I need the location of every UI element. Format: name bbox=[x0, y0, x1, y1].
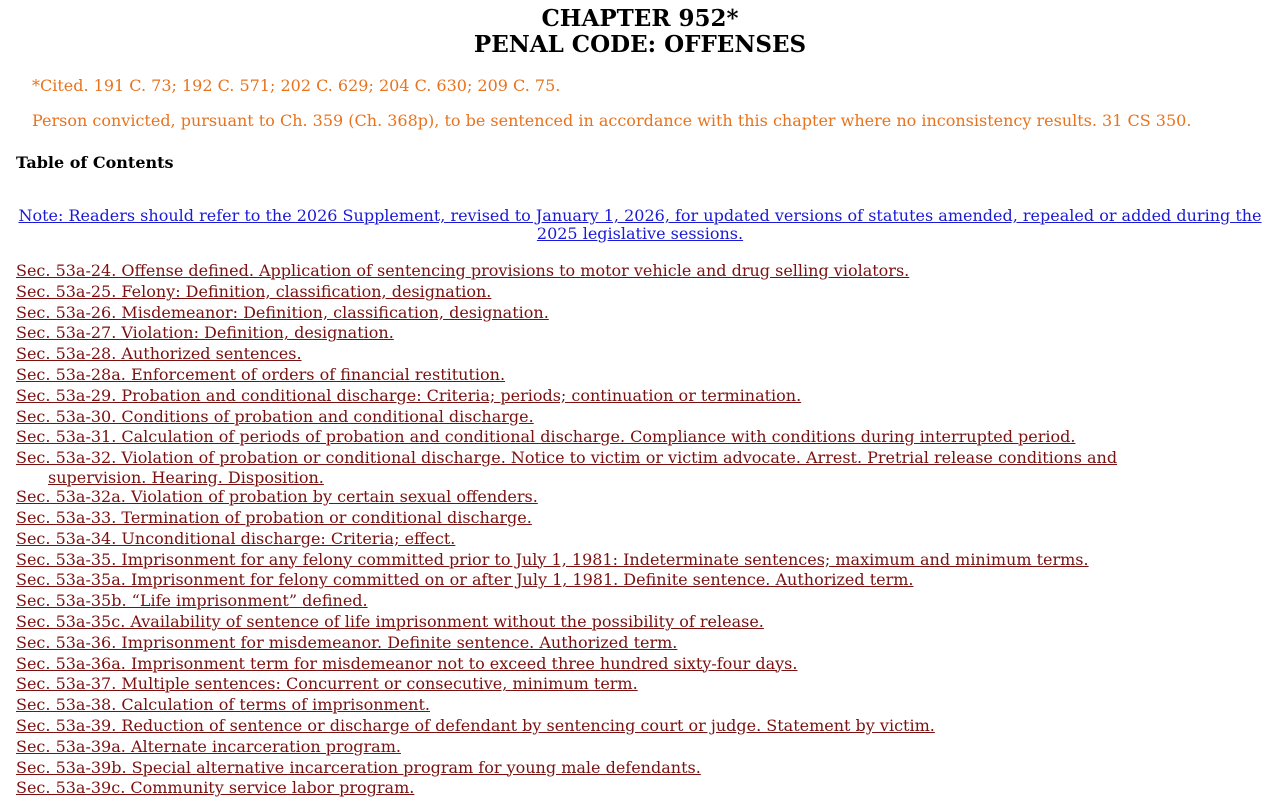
chapter-subtitle: PENAL CODE: OFFENSES bbox=[473, 31, 807, 58]
chapter-title: CHAPTER 952* bbox=[541, 5, 739, 32]
citation-annotation: *Cited. 191 C. 73; 192 C. 571; 202 C. 629; 204 C. 630; 209 C. 75. bbox=[32, 76, 561, 95]
section-link[interactable]: Sec. 53a-38. Calculation of terms of imprisonment. bbox=[16, 695, 430, 715]
list-item bbox=[16, 591, 1264, 612]
supplement-note-link[interactable]: Note: Readers should refer to the 2026 Supplement, revised to January 1, 2026, for updated versions of statutes amended, repealed or added during the 2025 legislative sessions. bbox=[18, 206, 1262, 243]
list-item bbox=[16, 508, 1264, 529]
list-item bbox=[16, 695, 1264, 716]
section-link[interactable]: Sec. 53a-28a. Enforcement of orders of financial restitution. bbox=[16, 364, 506, 384]
list-item bbox=[16, 407, 1264, 428]
section-link[interactable]: Sec. 53a-25. Felony: Definition, classification, designation. bbox=[16, 281, 492, 301]
list-item bbox=[16, 282, 1264, 303]
list-item bbox=[16, 529, 1264, 550]
section-link[interactable]: Sec. 53a-33. Termination of probation or conditional discharge. bbox=[16, 507, 532, 527]
section-link[interactable]: Sec. 53a-32a. Violation of probation by certain sexual offenders. bbox=[16, 487, 538, 507]
section-link[interactable]: Sec. 53a-29. Probation and conditional discharge: Criteria; periods; continuation or termination. bbox=[16, 385, 802, 405]
list-item bbox=[16, 633, 1264, 654]
section-link[interactable]: Sec. 53a-35c. Availability of sentence of life imprisonment without the possibility of release. bbox=[16, 611, 764, 631]
section-link[interactable]: Sec. 53a-28. Authorized sentences. bbox=[16, 344, 302, 364]
list-item bbox=[16, 654, 1264, 675]
section-link[interactable]: Sec. 53a-39a. Alternate incarceration program. bbox=[16, 736, 401, 756]
list-item bbox=[16, 427, 1264, 448]
section-link[interactable]: Sec. 53a-35. Imprisonment for any felony committed prior to July 1, 1981: Indeterminate sentences; maximum and minimum terms. bbox=[16, 549, 1089, 569]
section-link[interactable]: Sec. 53a-30. Conditions of probation and conditional discharge. bbox=[16, 406, 534, 426]
list-item bbox=[16, 612, 1264, 633]
section-link[interactable]: Sec. 53a-26. Misdemeanor: Definition, classification, designation. bbox=[16, 302, 549, 322]
section-link[interactable]: Sec. 53a-37. Multiple sentences: Concurrent or consecutive, minimum term. bbox=[16, 674, 638, 694]
list-item bbox=[16, 365, 1264, 386]
list-item bbox=[16, 303, 1264, 324]
section-link[interactable]: Sec. 53a-31. Calculation of periods of probation and conditional discharge. Compliance with conditions during interrupted period. bbox=[16, 427, 1076, 447]
section-link[interactable]: Sec. 53a-34. Unconditional discharge: Criteria; effect. bbox=[16, 528, 456, 548]
list-item bbox=[16, 261, 1264, 282]
list-item bbox=[16, 674, 1264, 695]
section-link[interactable]: Sec. 53a-27. Violation: Definition, designation. bbox=[16, 323, 394, 343]
section-link[interactable]: Sec. 53a-39. Reduction of sentence or discharge of defendant by sentencing court or judge. Statement by victim. bbox=[16, 715, 935, 735]
section-list bbox=[16, 261, 1264, 799]
list-item bbox=[16, 344, 1264, 365]
section-link[interactable]: Sec. 53a-24. Offense defined. Application of sentencing provisions to motor vehicle and drug selling violators. bbox=[16, 261, 910, 280]
list-item bbox=[16, 716, 1264, 737]
list-item bbox=[16, 487, 1264, 508]
section-link[interactable]: Sec. 53a-39c. Community service labor program. bbox=[16, 778, 415, 798]
section-link[interactable]: Sec. 53a-35a. Imprisonment for felony committed on or after July 1, 1981. Definite sentence. Authorized term. bbox=[16, 570, 914, 590]
section-link[interactable]: Sec. 53a-35b. “Life imprisonment” defined. bbox=[16, 591, 368, 611]
chapter-note-annotation: Person convicted, pursuant to Ch. 359 (Ch. 368p), to be sentenced in accordance with this chapter where no inconsistency results. 31 CS 350. bbox=[32, 111, 1192, 130]
list-item bbox=[16, 448, 1264, 487]
list-item bbox=[16, 386, 1264, 407]
section-link[interactable]: Sec. 53a-32. Violation of probation or conditional discharge. Notice to victim or victim advocate. Arrest. Pretrial release conditions and supervision. Hearing. Disposition. bbox=[16, 448, 1118, 487]
toc-heading: Table of Contents bbox=[16, 153, 174, 172]
chapter-heading bbox=[0, 6, 1280, 58]
section-link[interactable]: Sec. 53a-36. Imprisonment for misdemeanor. Definite sentence. Authorized term. bbox=[16, 632, 678, 652]
list-item bbox=[16, 758, 1264, 779]
list-item bbox=[16, 550, 1264, 571]
list-item bbox=[16, 323, 1264, 344]
section-link[interactable]: Sec. 53a-36a. Imprisonment term for misdemeanor not to exceed three hundred sixty-four days. bbox=[16, 653, 798, 673]
list-item bbox=[16, 737, 1264, 758]
list-item bbox=[16, 778, 1264, 799]
section-link[interactable]: Sec. 53a-39b. Special alternative incarceration program for young male defendants. bbox=[16, 757, 701, 777]
list-item bbox=[16, 570, 1264, 591]
